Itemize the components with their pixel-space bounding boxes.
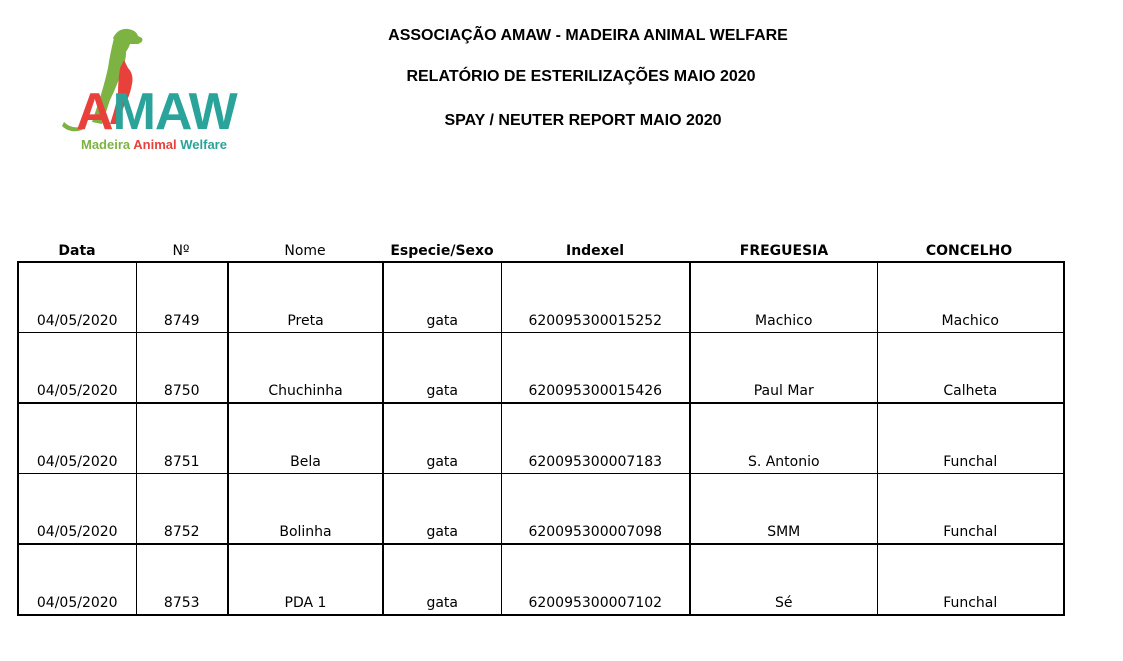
cell-species-sex: gata xyxy=(383,403,501,474)
logo-letter-a: A xyxy=(76,83,113,141)
logo-tagline-madeira: Madeira xyxy=(81,137,131,152)
column-header-indexel: Indexel xyxy=(565,243,625,259)
column-header-nome: Nome xyxy=(284,243,326,259)
cell-name: Bolinha xyxy=(228,474,383,545)
table-row xyxy=(18,474,1064,545)
cell-number: 8749 xyxy=(136,262,228,333)
cell-date: 04/05/2020 xyxy=(18,544,136,615)
column-header-numero: Nº xyxy=(172,243,190,259)
cell-date: 04/05/2020 xyxy=(18,333,136,404)
column-header-concelho: CONCELHO xyxy=(925,243,1013,259)
column-header-freguesia: FREGUESIA xyxy=(739,243,829,259)
sterilization-table xyxy=(17,261,1065,616)
cell-concelho: Machico xyxy=(877,262,1064,333)
table-row xyxy=(18,262,1064,333)
cell-indexel: 620095300015252 xyxy=(501,262,690,333)
logo-tagline xyxy=(81,138,227,151)
column-header-especie-sexo: Especie/Sexo xyxy=(390,243,494,259)
cell-name: Preta xyxy=(228,262,383,333)
cell-freguesia: Machico xyxy=(690,262,877,333)
column-header-data: Data xyxy=(58,243,96,259)
cell-concelho: Funchal xyxy=(877,403,1064,474)
cell-date: 04/05/2020 xyxy=(18,403,136,474)
cell-number: 8750 xyxy=(136,333,228,404)
amaw-logo xyxy=(58,24,248,160)
cell-freguesia: Sé xyxy=(690,544,877,615)
logo-tagline-welfare: Welfare xyxy=(180,137,227,152)
cell-concelho: Funchal xyxy=(877,544,1064,615)
table-row xyxy=(18,403,1064,474)
cell-name: Bela xyxy=(228,403,383,474)
organization-title: ASSOCIAÇÃO AMAW - MADEIRA ANIMAL WELFARE xyxy=(388,27,788,44)
cell-concelho: Funchal xyxy=(877,474,1064,545)
cell-species-sex: gata xyxy=(383,544,501,615)
cell-number: 8751 xyxy=(136,403,228,474)
cell-number: 8752 xyxy=(136,474,228,545)
logo-wordmark xyxy=(76,83,237,141)
cell-name: Chuchinha xyxy=(228,333,383,404)
cell-freguesia: SMM xyxy=(690,474,877,545)
logo-tagline-animal: Animal xyxy=(133,137,177,152)
cell-concelho: Calheta xyxy=(877,333,1064,404)
cell-species-sex: gata xyxy=(383,262,501,333)
cell-freguesia: Paul Mar xyxy=(690,333,877,404)
table-row xyxy=(18,544,1064,615)
cell-date: 04/05/2020 xyxy=(18,474,136,545)
report-title-pt: RELATÓRIO DE ESTERILIZAÇÕES MAIO 2020 xyxy=(406,68,756,85)
logo-letters-maw: MAW xyxy=(112,83,237,141)
cell-indexel: 620095300015426 xyxy=(501,333,690,404)
cell-freguesia: S. Antonio xyxy=(690,403,877,474)
cell-species-sex: gata xyxy=(383,333,501,404)
cell-name: PDA 1 xyxy=(228,544,383,615)
table-column-headers xyxy=(17,242,1062,260)
cell-date: 04/05/2020 xyxy=(18,262,136,333)
cell-indexel: 620095300007183 xyxy=(501,403,690,474)
cell-number: 8753 xyxy=(136,544,228,615)
table-row xyxy=(18,333,1064,404)
report-title-en: SPAY / NEUTER REPORT MAIO 2020 xyxy=(444,112,722,129)
cell-indexel: 620095300007098 xyxy=(501,474,690,545)
cell-species-sex: gata xyxy=(383,474,501,545)
cell-indexel: 620095300007102 xyxy=(501,544,690,615)
